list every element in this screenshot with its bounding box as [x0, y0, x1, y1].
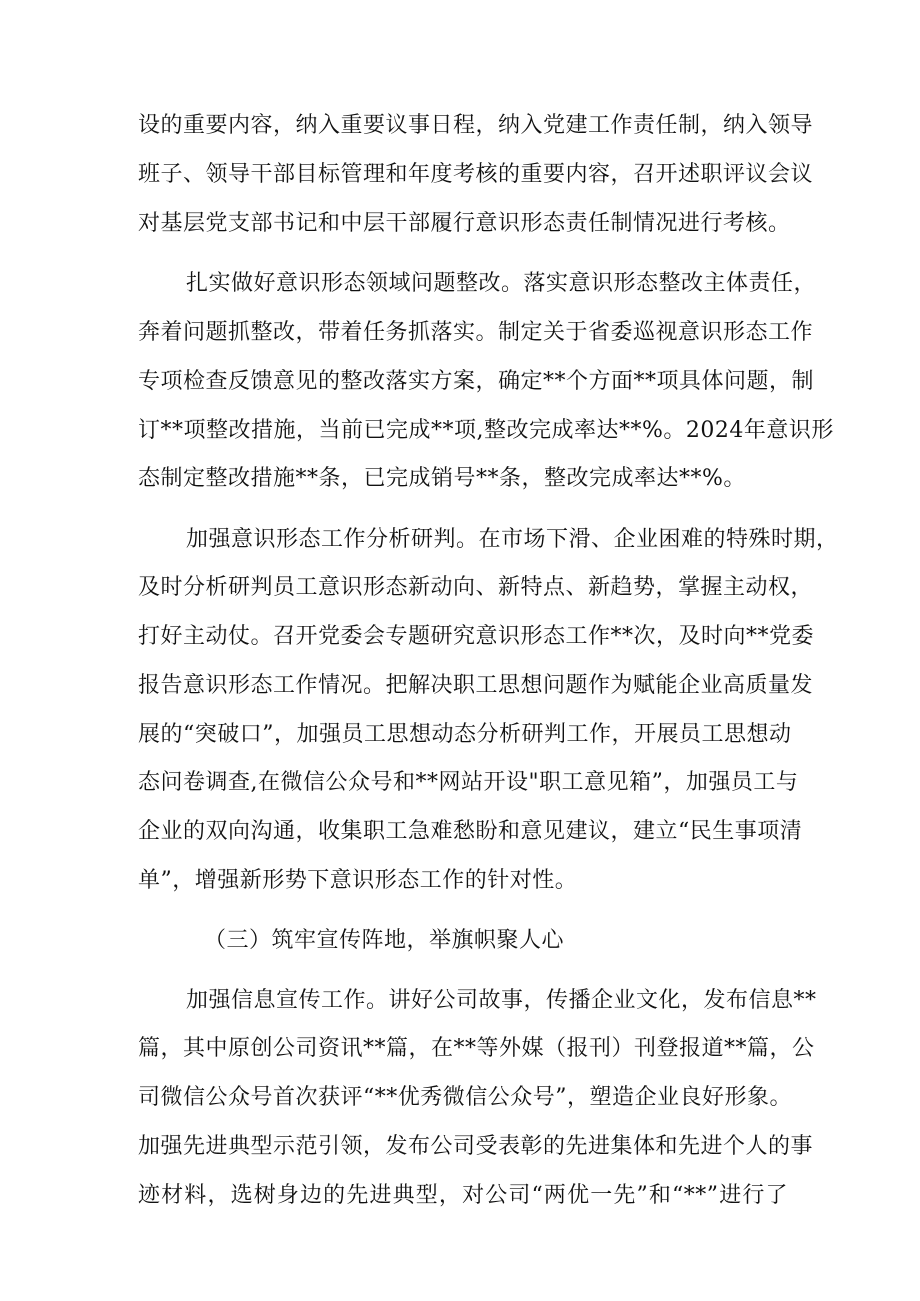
paragraph-line: 态制定整改措施**条，已完成销号**条，整改完成率达**%。 [138, 466, 746, 491]
paragraph-line: 扎实做好意识形态领域问题整改。落实意识形态整改主体责任， [186, 271, 817, 296]
paragraph-line: 加强信息宣传工作。讲好公司故事，传播企业文化，发布信息** [186, 988, 817, 1013]
paragraph-line: 报告意识形态工作情况。把解决职工思想问题作为赋能企业高质量发 [138, 673, 814, 698]
paragraph-line: 奔着问题抓整改，带着任务抓落实。制定关于省委巡视意识形态工作 [138, 320, 814, 345]
paragraph-line: 对基层党支部书记和中层干部履行意识形态责任制情况进行考核。 [138, 211, 791, 236]
paragraph-line: 专项检查反馈意见的整改落实方案，确定**个方面**项具体问题，制 [138, 369, 815, 394]
paragraph-line: 加强意识形态工作分析研判。在市场下滑、企业困难的特殊时期， [186, 527, 839, 552]
paragraph-line: 态问卷调查,在微信公众号和**网站开设"职工意见箱”，加强员工与 [138, 770, 799, 795]
paragraph-line: 单”，增强新形势下意识形态工作的针对性。 [138, 868, 578, 893]
paragraph-line: 及时分析研判员工意识形态新动向、新特点、新趋势，掌握主动权， [138, 575, 814, 600]
paragraph-line: 设的重要内容，纳入重要议事日程，纳入党建工作责任制，纳入领导 [138, 113, 814, 138]
paragraph-line: 司微信公众号首次获评“**优秀微信公众号”，塑造企业良好形象。 [138, 1085, 792, 1110]
section-heading: （三）筑牢宣传阵地，举旗帜聚人心 [204, 928, 565, 953]
paragraph-line: 展的“突破口”，加强员工思想动态分析研判工作，开展员工思想动 [138, 722, 792, 747]
paragraph-line: 打好主动仗。召开党委会专题研究意识形态工作**次，及时向**党委 [138, 624, 815, 649]
paragraph-line: 迹材料，选树身边的先进典型，对公司“两优一先”和“**”进行了 [138, 1183, 788, 1208]
paragraph-line: 企业的双向沟通，收集职工急难愁盼和意见建议，建立“民生事项清 [138, 819, 803, 844]
paragraph-line: 班子、领导干部目标管理和年度考核的重要内容，召开述职评议会议 [138, 162, 814, 187]
paragraph-line: 订**项整改措施，当前已完成**项,整改完成率达**%。2024年意识形 [138, 418, 834, 443]
paragraph-line: 篇，其中原创公司资讯**篇，在**等外媒（报刊）刊登报道**篇，公 [138, 1036, 815, 1061]
paragraph-line: 加强先进典型示范引领，发布公司受表彰的先进集体和先进个人的事 [138, 1134, 814, 1159]
